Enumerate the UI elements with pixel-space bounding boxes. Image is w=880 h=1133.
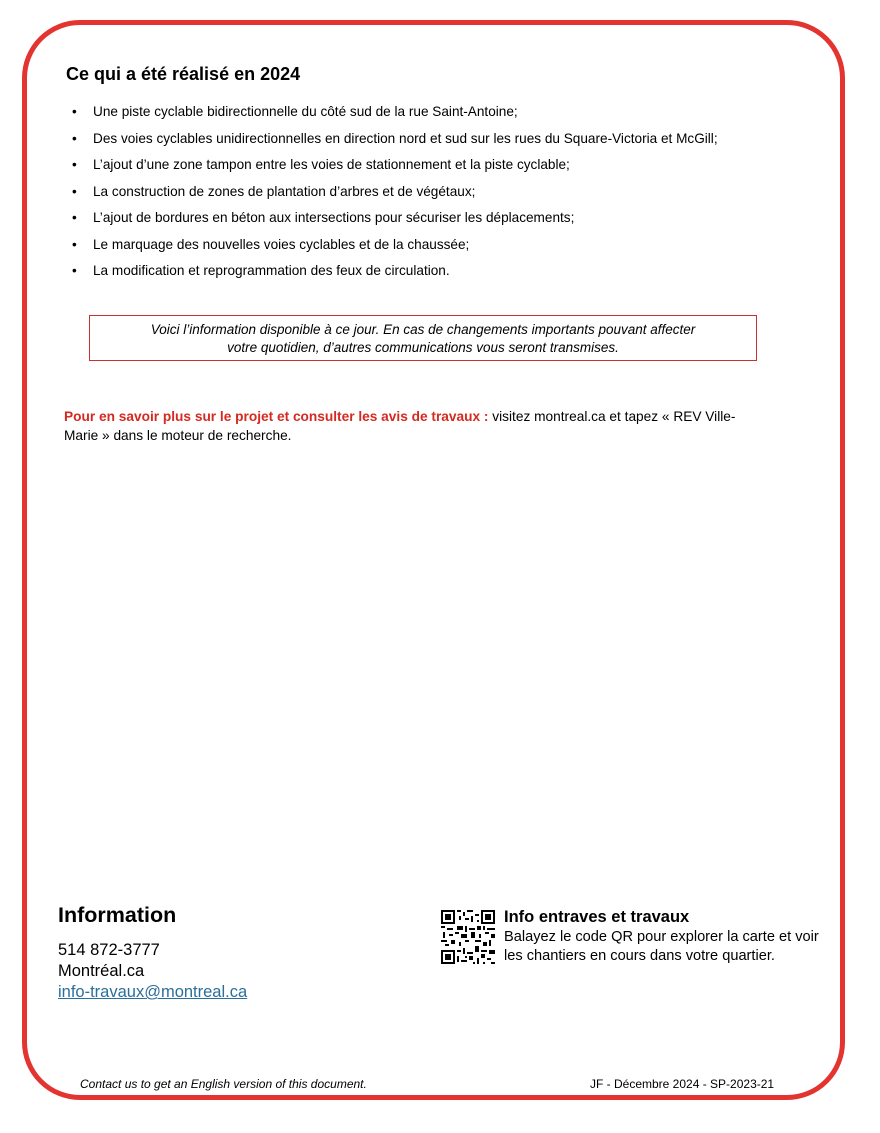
bullet-icon: • (72, 210, 77, 225)
list-item-text: Le marquage des nouvelles voies cyclables et de la chaussée; (93, 236, 470, 252)
qr-info-block (504, 907, 834, 966)
bullet-icon: • (72, 263, 77, 278)
phone-number: 514 872-3777 (58, 941, 160, 959)
list-item-text: La modification et reprogrammation des feux de circulation. (93, 263, 450, 278)
bullet-icon: • (72, 157, 77, 172)
list-item-text: Une piste cyclable bidirectionnelle du côté sud de la rue Saint-Antoine; (93, 104, 518, 119)
more-info-paragraph (64, 407, 754, 445)
more-info-text: visitez montreal.ca et tapez « REV Ville-Marie » dans le moteur de recherche. (64, 409, 736, 443)
bullet-icon: • (72, 130, 77, 146)
list-item (72, 261, 718, 288)
notice-line-2: votre quotidien, d’autres communications vous seront transmises. (227, 340, 619, 355)
qr-title: Info entraves et travaux (504, 908, 690, 926)
list-item-text: L’ajout de bordures en béton aux intersections pour sécuriser les déplacements; (93, 210, 575, 225)
contact-block (58, 940, 247, 1003)
list-item (72, 235, 718, 262)
notice-box (89, 315, 757, 361)
list-item-text: L’ajout d’une zone tampon entre les voies de stationnement et la piste cyclable; (93, 157, 570, 172)
email-link[interactable]: info-travaux@montreal.ca (58, 983, 248, 1001)
list-item (72, 182, 718, 209)
list-item (72, 129, 718, 156)
document-reference: JF - Décembre 2024 - SP-2023-21 (590, 1077, 775, 1091)
english-version-note: Contact us to get an English version of this document. (80, 1077, 367, 1091)
section-title: Ce qui a été réalisé en 2024 (66, 64, 301, 84)
list-item-text: Des voies cyclables unidirectionnelles en direction nord et sud sur les rues du Square-Victoria et McGill; (93, 130, 718, 146)
list-item (72, 102, 718, 129)
notice-line-1: Voici l’information disponible à ce jour. En cas de changements importants pouvant affecter (150, 322, 696, 337)
bullet-icon: • (72, 236, 77, 252)
information-title: Information (58, 903, 177, 927)
list-item (72, 208, 718, 235)
website-text: Montréal.ca (58, 962, 145, 980)
bullet-icon: • (72, 183, 77, 199)
bullet-icon: • (72, 104, 77, 119)
qr-description: Balayez le code QR pour explorer la carte et voir les chantiers en cours dans votre quartier. (504, 929, 819, 964)
qr-code-icon (441, 910, 495, 964)
list-item (72, 155, 718, 182)
more-info-lead: Pour en savoir plus sur le projet et consulter les avis de travaux : (64, 409, 489, 424)
accomplishments-list (72, 102, 718, 288)
list-item-text: La construction de zones de plantation d’arbres et de végétaux; (93, 183, 476, 199)
